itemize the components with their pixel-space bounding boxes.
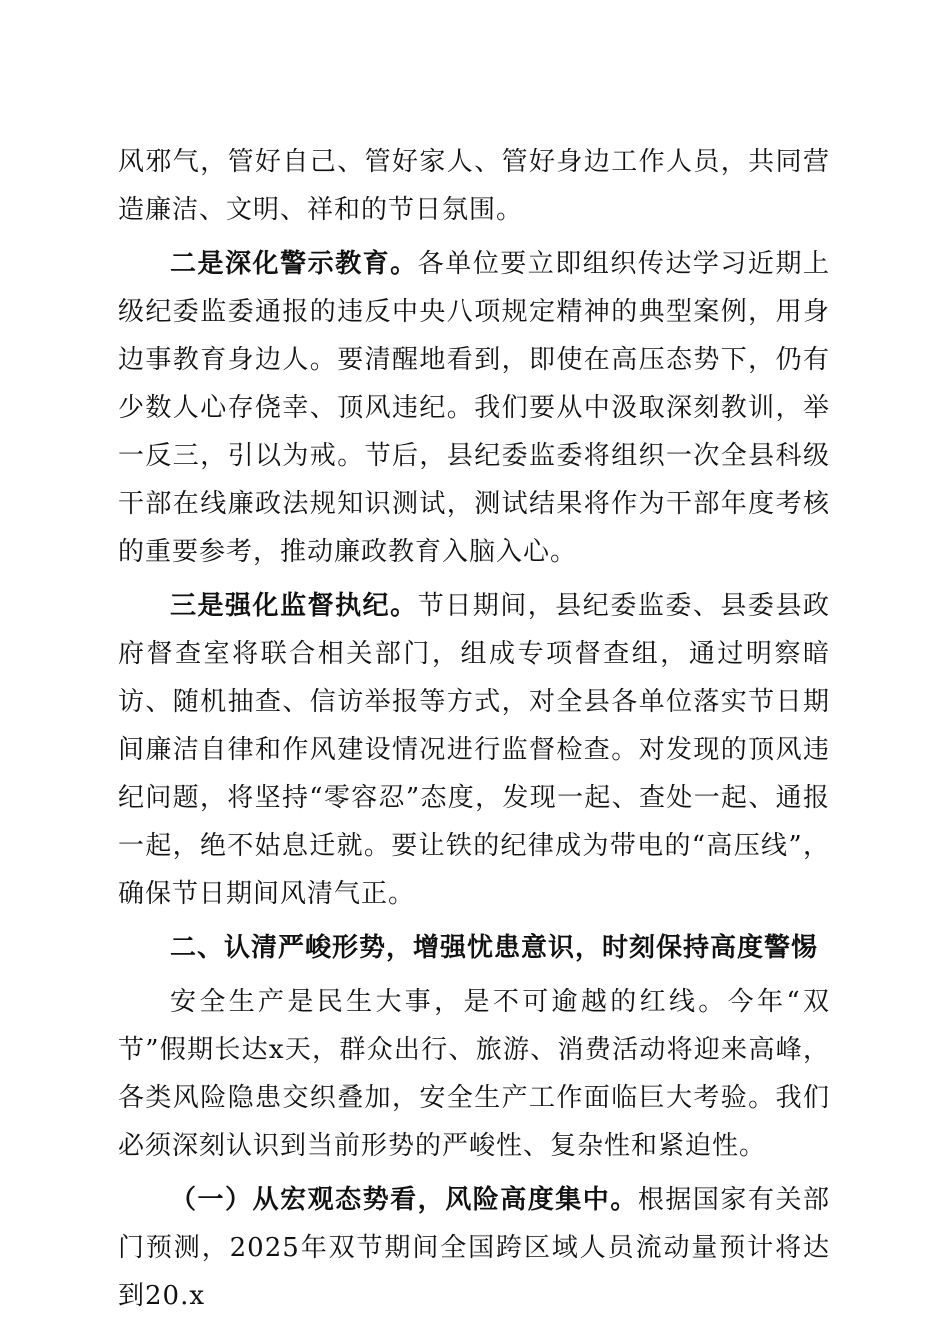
paragraph-text: 安全生产是民生大事，是不可逾越的红线。今年“双节”假期长达x天，群众出行、旅游、消费活动将迎来高峰，各类风险隐患交织叠加，安全生产工作面临巨大考验。我们必须深刻认识到当前形势的严峻性、复杂性和紧迫性。 (118, 987, 830, 1161)
paragraph-safety (118, 978, 830, 1170)
section-heading: 二、认清严峻形势，增强忧患意识，时刻保持高度警惕 (170, 933, 819, 963)
paragraph-text: 各单位要立即组织传达学习近期上级纪委监委通报的违反中央八项规定精神的典型案例，用身边事教育身边人。要清醒地看到，即使在高压态势下，仍有少数人心存侥幸、顶风违纪。我们要从中汲取深刻教训，举一反三，引以为戒。节后，县纪委监委将组织一次全县科级干部在线廉政法规知识测试，测试结果将作为干部年度考核的重要参考，推动廉政教育入脑入心。 (118, 249, 830, 567)
document-body (118, 138, 830, 1326)
paragraph-macro-risk (118, 1176, 830, 1320)
paragraph-supervision (118, 582, 830, 918)
paragraph-lead: （一）从宏观态势看，风险高度集中。 (170, 1185, 638, 1215)
paragraph-text: 节日期间，县纪委监委、县委县政府督查室将联合相关部门，组成专项督查组，通过明察暗访、随机抽查、信访举报等方式，对全县各单位落实节日期间廉洁自律和作风建设情况进行监督检查。对发现的顶风违纪问题，将坚持“零容忍”态度，发现一起、查处一起、通报一起，绝不姑息迁就。要让铁的纪律成为带电的“高压线”，确保节日期间风清气正。 (118, 591, 830, 909)
paragraph-warning-education (118, 240, 830, 576)
paragraph-lead: 三是强化监督执纪。 (170, 591, 418, 621)
paragraph-lead: 二是深化警示教育。 (170, 249, 418, 279)
paragraph-text: 根据国家有关部门预测，2025年双节期间全国跨区域人员流动量预计将达到20.x (118, 1185, 830, 1311)
paragraph-continuation (118, 138, 830, 234)
paragraph-text: 风邪气，管好自己、管好家人、管好身边工作人员，共同营造廉洁、文明、祥和的节日氛围。 (118, 147, 830, 225)
